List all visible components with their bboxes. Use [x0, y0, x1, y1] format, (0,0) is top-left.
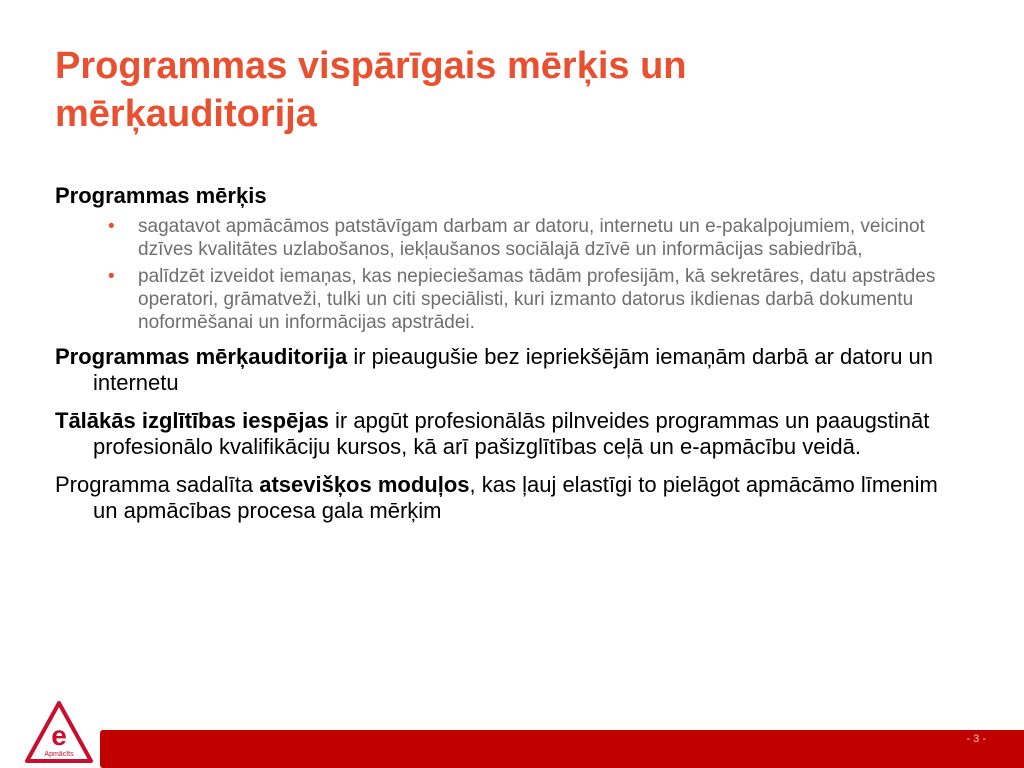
further-education-label: Tālākās izglītības iespējas [55, 408, 329, 433]
goal-bullet [108, 215, 985, 261]
logo-letter: e [51, 720, 67, 751]
slide-content [55, 183, 985, 536]
logo-caption: Apmācīts [44, 751, 74, 758]
modules-paragraph [55, 472, 985, 524]
modules-bold: atsevišķos moduļos [259, 472, 470, 497]
further-education-paragraph [55, 408, 985, 460]
footer-bar [100, 730, 1024, 768]
apmacits-logo [24, 700, 94, 764]
goal-bullet-list [55, 215, 985, 334]
bullet-icon: • [108, 216, 115, 237]
goal-bullet [108, 265, 985, 334]
goal-heading: Programmas mērķis [55, 183, 267, 208]
modules-text-before: Programma sadalīta [55, 472, 260, 497]
modules-text-after: , kas ļauj elastīgi to pielāgot apmācāmo līmenim un apmācības procesa gala mērķim [93, 472, 938, 523]
further-education-text: ir apgūt profesionālās pilnveides programmas un paaugstināt profesionālo kvalifikāciju kursos, kā arī pašizglītības ceļā un e-apmācību veidā. [93, 408, 930, 459]
goal-bullet-text: sagatavot apmācāmos patstāvīgam darbam ar datoru, internetu un e-pakalpojumiem, veicinot dzīves kvalitātes uzlabošanos, iekļaušanos sociālajā dzīvē un informācijas sabiedrībā, [138, 216, 925, 260]
audience-label: Programmas mērķauditorija [55, 344, 348, 369]
audience-paragraph [55, 344, 985, 396]
goal-bullet-text: palīdzēt izveidot iemaņas, kas nepieciešamas tādām profesijām, kā sekretāres, datu apstrādes operatori, grāmatveži, tulki un citi speciālisti, kuri izmanto datorus ikdienas darbā dokumentu noformēšanai un informācijas apstrādei. [138, 266, 936, 333]
bullet-icon: • [108, 266, 115, 287]
slide-title: Programmas vispārīgais mērķis un mērķauditorija [55, 45, 687, 135]
page-number: - 3 - [966, 733, 986, 745]
audience-text: ir pieaugušie bez iepriekšējām iemaņām darbā ar datoru un internetu [93, 344, 934, 395]
